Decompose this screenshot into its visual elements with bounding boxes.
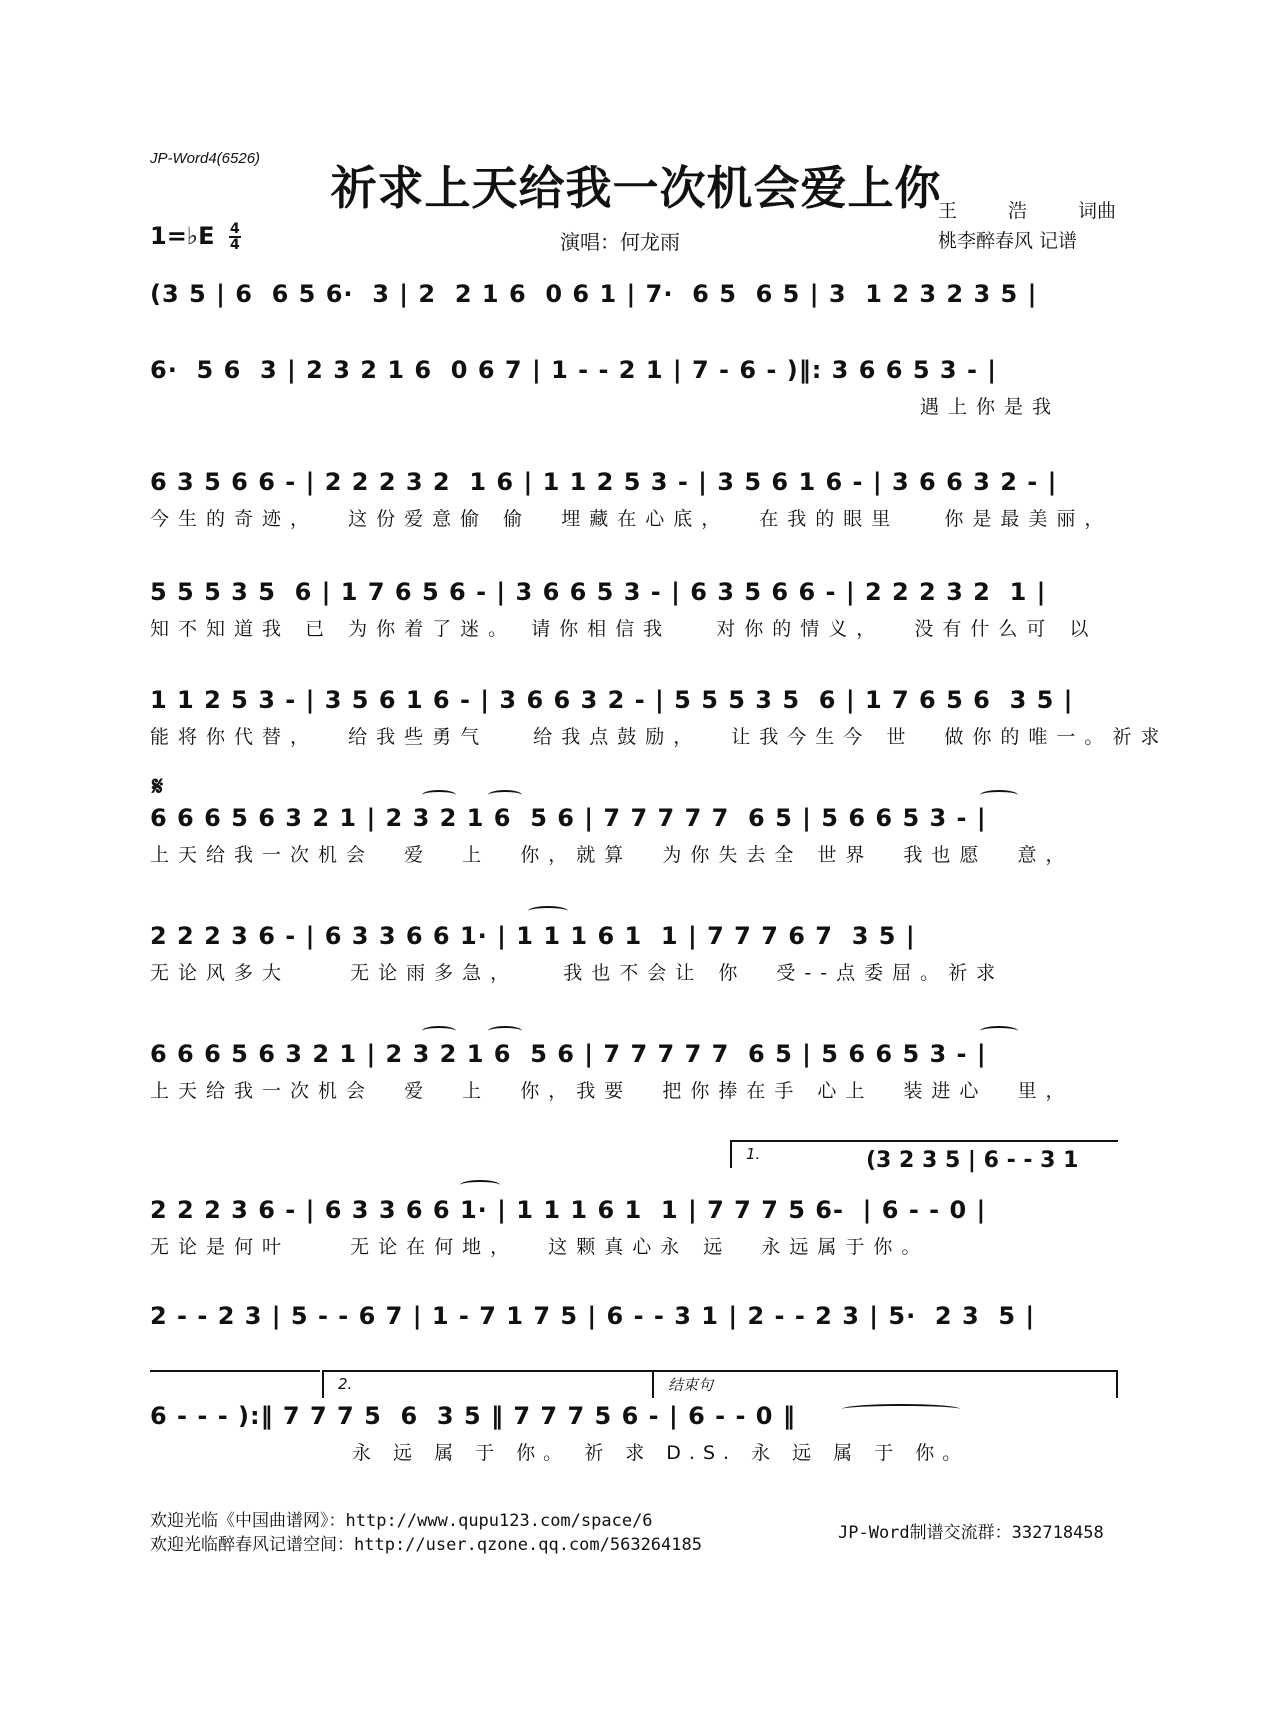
score-line-5 [150, 686, 1116, 714]
score-line-3 [150, 468, 1116, 496]
song-title: 祈求上天给我一次机会爱上你 [330, 161, 942, 215]
lyrics-line-7: 无论风多大 无论雨多急， 我也不会让 你 受--点委屈。祈求 [150, 962, 1005, 984]
software-label: JP-Word4(6526) [150, 150, 261, 167]
notes-line-10: 2 - - 2 3 | 5 - - 6 7 | 1 - 7 1 7 5 | 6 - - 3 1 | 2 - - 2 3 | 5· 2 3 5 | [150, 1302, 1036, 1330]
notes-line-7: 2 2 2 3 6 - | 6 3 3 6 6 1· | 1 1 1 6 1 1 | 7 7 7 6 7 3 5 | [150, 922, 916, 950]
lyrics-line-3: 今生的奇迹， 这份爱意偷 偷 埋藏在心底， 在我的眼里 你是最美丽， [150, 508, 1113, 530]
second-ending-label: 2. [338, 1375, 353, 1393]
lyricist-role: 词曲 [1077, 200, 1116, 222]
score-line-11 [150, 1402, 1116, 1430]
second-ending-bracket [322, 1370, 654, 1398]
notes-line-8: 6 6 6 5 6 3 2 1 | 2 3 2 1 6 5 6 | 7 7 7 7 7 6 5 | 5 6 6 5 3 - | [150, 1040, 987, 1068]
notes-line-6: 6 6 6 5 6 3 2 1 | 2 3 2 1 6 5 6 | 7 7 7 7 7 6 5 | 5 6 6 5 3 - | [150, 804, 987, 832]
lyricist-credit [938, 196, 1116, 223]
notes-line-3: 6 3 5 6 6 - | 2 2 2 3 2 1 6 | 1 1 2 5 3 - | 3 5 6 1 6 - | 3 6 6 3 2 - | [150, 468, 1058, 496]
footer-link-1: 欢迎光临《中国曲谱网》：http://www.qupu123.com/space/6 [150, 1511, 653, 1531]
score-line-2 [150, 356, 1116, 384]
time-signature [229, 222, 241, 252]
lyrics-line-6: 上天给我一次机会 爱 上 你，就算 为你失去全 世界 我也愿 意， [150, 844, 1074, 866]
key-text: 1=♭E [150, 222, 215, 250]
coda-label: 结束句 [668, 1376, 714, 1394]
lyricist-name: 王 [938, 200, 958, 222]
score-line-10 [150, 1302, 1116, 1330]
segno-sign: 𝄋 [152, 772, 164, 802]
lyrics-line-9: 无论是何叶 无论在何地， 这颗真心永 远 永远属于你。 [150, 1236, 930, 1258]
slur [460, 1180, 500, 1190]
notes-line-1: (3 5 | 6 6 5 6· 3 | 2 2 1 6 0 6 1 | 7· 6 5 6 5 | 3 1 2 3 2 3 5 | [150, 280, 1038, 308]
score-line-4 [150, 578, 1116, 606]
slur [980, 790, 1018, 800]
footer-link-2: 欢迎光临醉春风记谱空间：http://user.qzone.qq.com/563264185 [150, 1535, 702, 1555]
footer-group: JP-Word制谱交流群：332718458 [838, 1523, 1104, 1543]
score-line-8 [150, 1040, 1116, 1068]
lyrics-line-5: 能将你代替， 给我些勇气 给我点鼓励， 让我今生今 世 做你的唯一。祈求 [150, 726, 1169, 748]
score-line-1 [150, 280, 1116, 308]
first-ending-notes: (3 2 3 5 | 6 - - 3 1 [866, 1148, 1079, 1173]
transcriber-credit: 桃李醉春风 记谱 [938, 230, 1078, 252]
performer: 演唱：何龙雨 [560, 230, 680, 254]
score-line-9 [150, 1196, 1116, 1224]
notes-line-9: 2 2 2 3 6 - | 6 3 3 6 6 1· | 1 1 1 6 1 1 | 7 7 7 5 6- | 6 - - 0 | [150, 1196, 987, 1224]
lyrics-line-11: 永 远 属 于 你。 祈 求 D.S. 永 远 属 于 你。 [352, 1442, 970, 1464]
slur [488, 790, 522, 800]
slur [488, 1026, 522, 1036]
lyricist-name-2: 浩 [1007, 200, 1027, 222]
notes-line-2: 6· 5 6 3 | 2 3 2 1 6 0 6 7 | 1 - - 2 1 | 7 - 6 - )‖: 3 6 6 5 3 - | [150, 356, 998, 384]
notes-line-4: 5 5 5 3 5 6 | 1 7 6 5 6 - | 3 6 6 5 3 - | 6 3 5 6 6 - | 2 2 2 3 2 1 | [150, 578, 1047, 606]
meter-bottom: 4 [230, 237, 240, 253]
notes-line-5: 1 1 2 5 3 - | 3 5 6 1 6 - | 3 6 6 3 2 - | 5 5 5 3 5 6 | 1 7 6 5 6 3 5 | [150, 686, 1074, 714]
key-signature [150, 222, 241, 252]
notes-line-11: 6 - - - ):‖ 7 7 7 5 6 3 5 ‖ 7 7 7 5 6 - | 6 - - 0 ‖ [150, 1402, 796, 1430]
coda-bracket [652, 1370, 1118, 1398]
ending-rule [150, 1370, 320, 1372]
slur [422, 790, 456, 800]
slur [980, 1026, 1018, 1036]
first-ending-label: 1. [746, 1145, 761, 1163]
score-line-6 [150, 804, 1116, 832]
slur [528, 906, 568, 916]
score-line-7 [150, 922, 1116, 950]
meter-top: 4 [230, 221, 240, 237]
lyrics-line-2: 遇上你是我 [920, 396, 1061, 418]
lyrics-line-4: 知不知道我 已 为你着了迷。 请你相信我 对你的情义， 没有什么可 以 [150, 618, 1098, 640]
lyrics-line-8: 上天给我一次机会 爱 上 你，我要 把你捧在手 心上 装进心 里， [150, 1080, 1074, 1102]
slur [422, 1026, 456, 1036]
